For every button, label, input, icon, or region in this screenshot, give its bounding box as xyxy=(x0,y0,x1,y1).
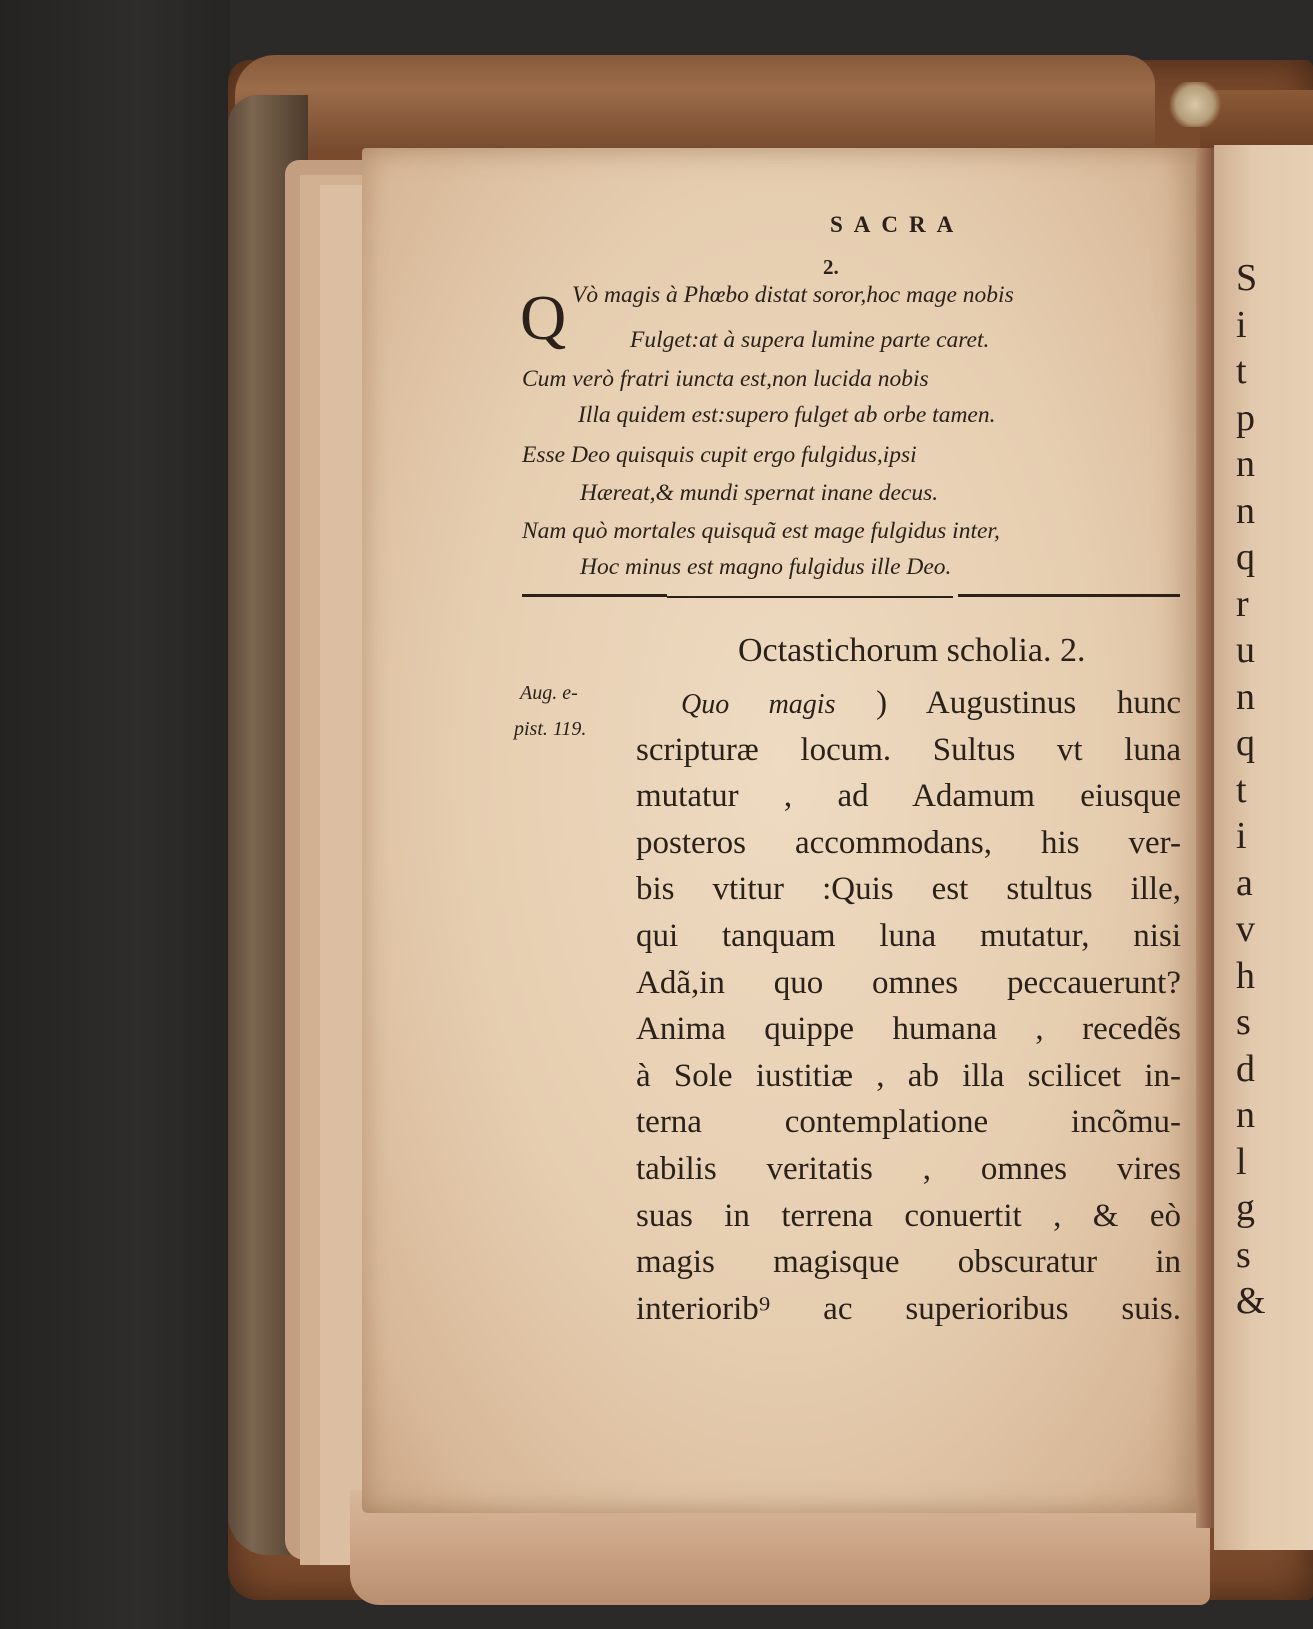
text-line: bis vtitur :Quis est stultus ille, xyxy=(636,871,1181,908)
facing-line-fragment: s xyxy=(1236,1233,1251,1276)
binding-thread xyxy=(1165,82,1225,127)
section-title: Octastichorum scholia. 2. xyxy=(738,632,1086,669)
facing-line-fragment: n xyxy=(1236,443,1255,485)
text-line: scripturæ locum. Sultus vt luna xyxy=(636,731,1181,768)
text-line: magis magisque obscuratur in xyxy=(636,1244,1181,1281)
facing-line-fragment: n xyxy=(1236,1094,1255,1136)
text-line: posteros accommodans, his ver- xyxy=(636,824,1181,861)
poem-line: Fulget:at à supera lumine parte caret. xyxy=(630,327,990,353)
facing-line-fragment: i xyxy=(1236,303,1247,346)
facing-line-fragment: a xyxy=(1236,861,1253,904)
text-line: Quo magis ) Augustinus hunc xyxy=(681,685,1182,721)
drop-cap: Q xyxy=(520,282,567,353)
text-line: mutatur , ad Adamum eiusque xyxy=(636,778,1181,815)
poem-line: Hæreat,& mundi spernat inane decus. xyxy=(580,480,939,506)
facing-line-fragment: s xyxy=(1236,1001,1251,1043)
text-line: à Sole iustitiæ , ab illa scilicet in- xyxy=(636,1057,1181,1094)
text-line: interiorib⁹ ac superioribus suis. xyxy=(636,1290,1181,1327)
facing-line-fragment: v xyxy=(1236,908,1255,950)
facing-line-fragment: p xyxy=(1236,396,1255,439)
facing-line-fragment: S xyxy=(1236,257,1258,299)
poem-line: Hoc minus est magno fulgidus ille Deo. xyxy=(580,554,952,580)
text-line: qui tanquam luna mutatur, nisi xyxy=(636,917,1181,954)
margin-note: Aug. e- xyxy=(520,682,578,704)
divider-rule xyxy=(522,594,667,597)
background-desk xyxy=(0,0,230,1629)
scholia-text xyxy=(636,680,1181,1332)
facing-line-fragment: q xyxy=(1236,536,1255,578)
facing-line-fragment: & xyxy=(1236,1280,1266,1322)
text-line: suas in terrena conuertit , & eò xyxy=(636,1197,1181,1234)
facing-line-fragment: r xyxy=(1236,582,1249,625)
text-line: tabilis veritatis , omnes vires xyxy=(636,1150,1181,1187)
text-line: Anima quippe humana , recedẽs xyxy=(636,1011,1181,1048)
poem-line: Vò magis à Phœbo distat soror,hoc mage nobis xyxy=(572,282,1014,308)
poem-line: Illa quidem est:supero fulget ab orbe tamen. xyxy=(578,402,996,428)
divider-rule xyxy=(667,596,953,598)
facing-line-fragment: i xyxy=(1236,815,1247,857)
book-cover-top-edge xyxy=(235,55,1155,150)
poem-line: Esse Deo quisquis cupit ergo fulgidus,ipsi xyxy=(522,442,917,468)
poem-line: Nam quò mortales quisquã est mage fulgidus inter, xyxy=(522,518,1000,544)
facing-line-fragment: n xyxy=(1236,675,1255,718)
facing-line-fragment: d xyxy=(1236,1047,1255,1090)
facing-line-fragment: u xyxy=(1236,629,1255,671)
facing-line-fragment: t xyxy=(1236,768,1247,811)
facing-line-fragment: h xyxy=(1236,954,1255,997)
text-line: terna contemplatione incõmu- xyxy=(636,1104,1181,1141)
facing-line-fragment: g xyxy=(1236,1187,1255,1229)
facing-page-text xyxy=(1236,255,1266,1325)
facing-line-fragment: q xyxy=(1236,722,1255,764)
facing-line-fragment: t xyxy=(1236,350,1247,392)
facing-line-fragment: n xyxy=(1236,489,1255,532)
poem-line: Cum verò fratri iuncta est,non lucida nobis xyxy=(522,366,929,392)
lemma: Quo magis xyxy=(681,689,836,720)
text-line: Adã,in quo omnes peccauerunt? xyxy=(636,964,1181,1001)
margin-note: pist. 119. xyxy=(514,718,587,740)
facing-line-fragment: l xyxy=(1236,1140,1247,1183)
running-head: SACRA xyxy=(830,212,965,237)
poem-number: 2. xyxy=(823,255,839,279)
divider-rule xyxy=(958,594,1180,597)
